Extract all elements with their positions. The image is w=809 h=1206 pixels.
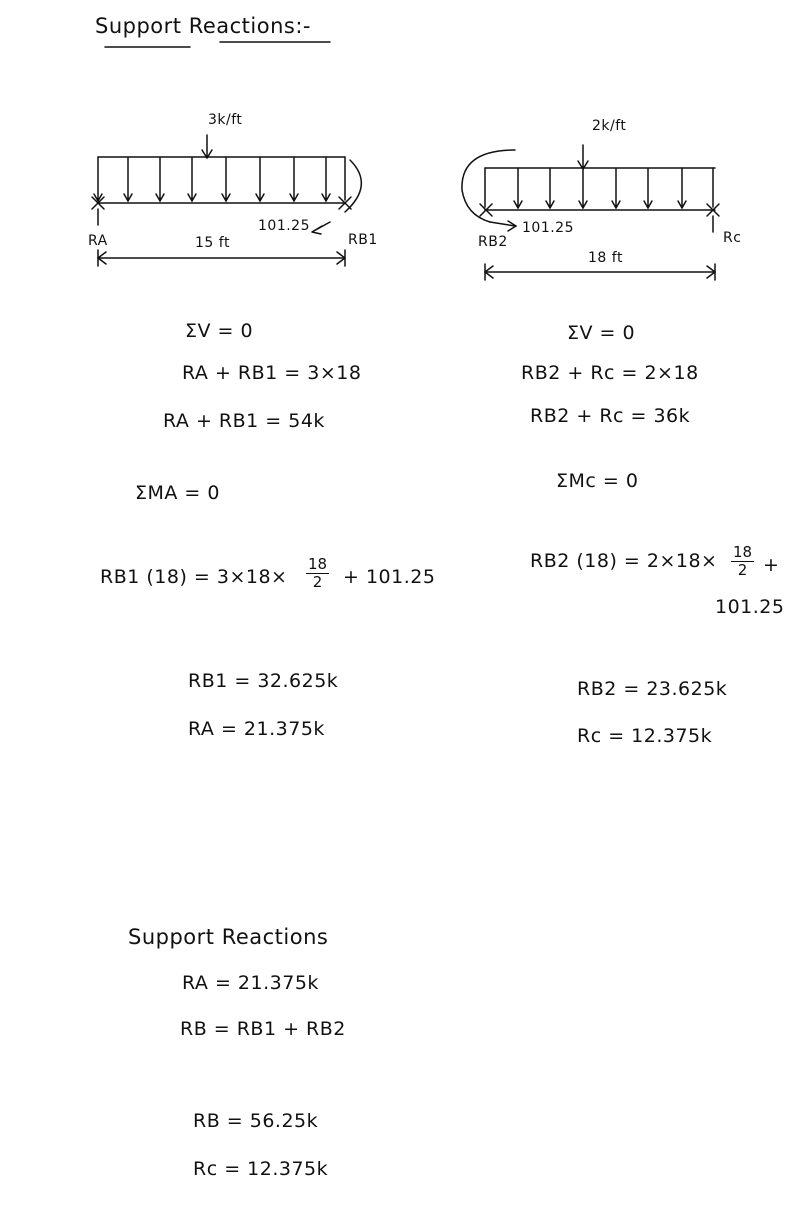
right-eq-rc-result: Rc = 12.375k [577,725,713,747]
moment-arrow [312,222,330,234]
right-moment-label: 101.25 [522,220,574,236]
left-eq-vertical: RA + RB1 = 3×18 [182,362,362,384]
right-eq-moment-cont: 101.25 [715,596,785,618]
right-eq-fraction [731,544,754,579]
right-eq-rb2-result: RB2 = 23.625k [577,678,728,700]
left-fraction-denominator: 2 [312,573,323,591]
moment-arrow [490,221,516,231]
udl-arrow [124,157,132,201]
udl-arrow [322,157,330,201]
page-heading: Support Reactions:- [95,14,311,38]
right-eq-vertical-result: RB2 + Rc = 36k [530,405,691,427]
moment-curve [345,160,361,212]
left-span-label: 15 ft [195,235,230,251]
udl-arrow [222,157,230,201]
udl-arrow [579,168,587,208]
right-support-b2-label: RB2 [478,234,508,250]
left-support-a-label: RA [88,233,108,249]
right-eq-sum-moment: ΣMc = 0 [556,470,639,492]
udl-arrow [290,157,298,201]
left-eq-rb1-result: RB1 = 32.625k [188,670,339,692]
moment-curve [462,150,515,222]
left-fraction-numerator: 18 [308,555,328,573]
summary-rb: RB = 56.25k [193,1110,319,1132]
right-support-c-label: Rc [723,230,742,246]
udl-arrow [612,168,620,208]
left-eq-vertical-result: RA + RB1 = 54k [163,410,325,432]
right-eq-moment-lhs: RB2 (18) = 2×18× [530,550,718,572]
right-fraction-numerator: 18 [733,543,753,561]
udl-arrow [514,168,522,208]
udl-arrow [644,168,652,208]
udl-arrow [678,168,686,208]
left-eq-fraction [306,556,329,591]
right-span-label: 18 ft [588,250,623,266]
left-eq-moment-rhs: + 101.25 [343,566,436,588]
right-load-label: 2k/ft [592,118,627,134]
load-pointer-arrow [578,145,588,169]
udl-arrow [156,157,164,201]
right-eq-moment-plus: + [763,554,780,576]
left-eq-sum-moment: ΣMA = 0 [135,482,220,504]
summary-rc: Rc = 12.375k [193,1158,329,1180]
right-fraction-denominator: 2 [737,561,748,579]
udl-arrow [256,157,264,201]
summary-title: Support Reactions [128,925,329,949]
support-c [707,204,719,232]
udl-arrow [94,157,102,201]
load-pointer-arrow [202,135,212,158]
left-eq-moment-lhs: RB1 (18) = 3×18× [100,566,288,588]
udl-arrow [546,168,554,208]
left-support-b1-label: RB1 [348,232,378,248]
left-moment-label: 101.25 [258,218,310,234]
right-eq-vertical: RB2 + Rc = 2×18 [521,362,699,384]
left-eq-ra-result: RA = 21.375k [188,718,325,740]
udl-arrow [188,157,196,201]
left-eq-sum-v: ΣV = 0 [185,320,254,342]
left-load-label: 3k/ft [208,112,243,128]
right-eq-sum-v: ΣV = 0 [567,322,636,344]
summary-rb-formula: RB = RB1 + RB2 [180,1018,346,1040]
summary-ra: RA = 21.375k [182,972,319,994]
